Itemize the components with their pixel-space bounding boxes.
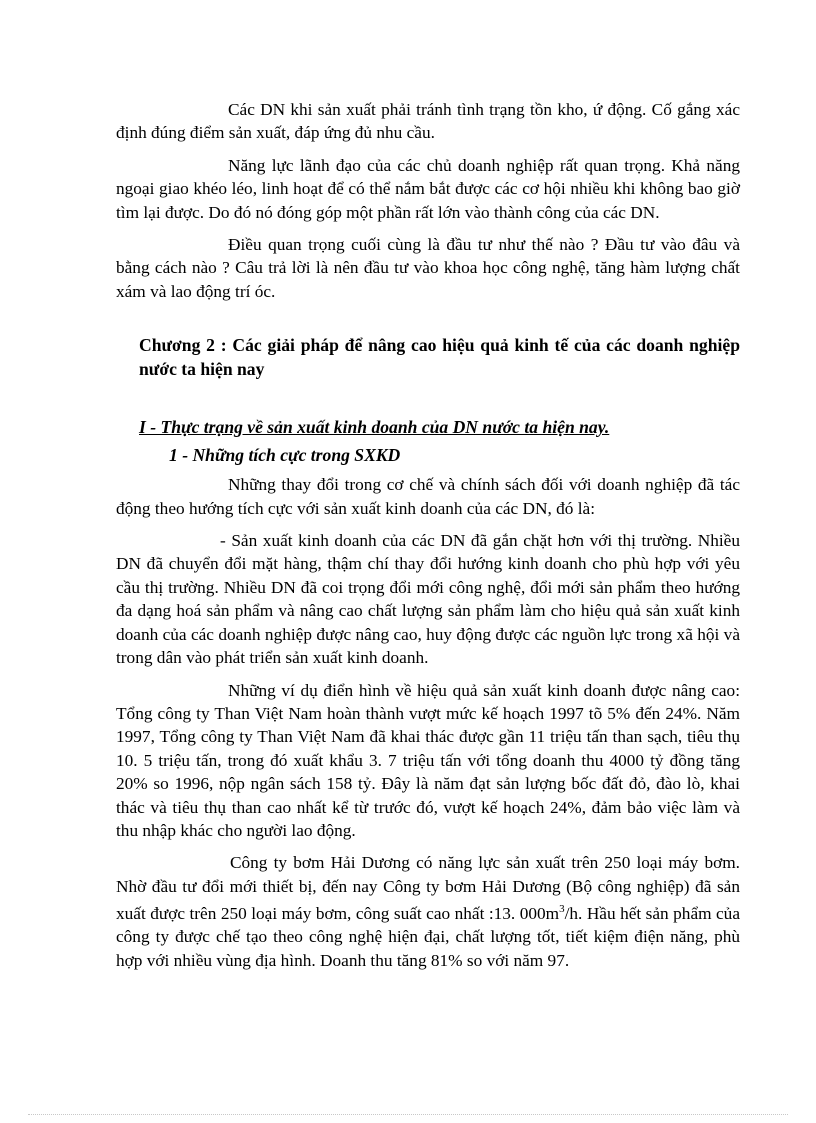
- paragraph-investment: Điều quan trọng cuối cùng là đầu tư như thế nào ? Đầu tư vào đâu và bằng cách nào ? Câu trả lời là nên đầu tư vào khoa học công nghệ, tăng hàm lượng chất xám và lao động trí óc.: [116, 235, 740, 301]
- paragraph-leadership: Năng lực lãnh đạo của các chủ doanh nghiệp rất quan trọng. Khả năng ngoại giao khéo léo, linh hoạt để có thể nắm bắt được các cơ hội nhiều khi không bao giờ tìm lại được. Do đó nó đóng góp một phần rất lớn vào thành công của các DN.: [116, 155, 740, 222]
- pump-text-part-2: /h. Hầu hết sản phẩm của công ty được chế tạo theo công nghệ hiện đại, chất lượng tốt, tiết kiệm điện năng, phù hợp với nhiều vùng địa hình. Doanh thu tăng 81% so với năm 97.: [116, 903, 740, 970]
- paragraph-pump-example: [116, 851, 740, 972]
- page-bottom-divider: [28, 1114, 788, 1115]
- superscript-cubic: 3: [559, 903, 565, 916]
- section-title: I - Thực trạng về sản xuất kinh doanh của DN nước ta hiện nay.: [139, 417, 610, 438]
- paragraph-inventory: Các DN khi sản xuất phải tránh tình trạng tồn kho, ứ động. Cố gắng xác định đúng điểm sản xuất, đáp ứng đủ nhu cầu.: [116, 100, 740, 143]
- document-page: [116, 98, 740, 981]
- paragraph-market-linkage: - Sản xuất kinh doanh của các DN đã gắn chặt hơn với thị trường. Nhiều DN đã chuyển đổi mặt hàng, thậm chí thay đổi hướng kinh doanh cho phù hợp với yêu cầu thị trường. Nhiều DN đã coi trọng đổi mới công nghệ, đổi mới sản phẩm theo hướng đa dạng hoá sản phẩm và nâng cao chất lượng sản phẩm làm cho hiệu quả sản xuất kinh doanh của các doanh nghiệp được nâng cao, huy động được các nguồn lực trong xã hội và trong dân vào phát triển sản xuất kinh doanh.: [116, 531, 740, 668]
- chapter-title: Chương 2 : Các giải pháp để nâng cao hiệu quả kinh tế của các doanh nghiệp nước ta hiện nay: [139, 335, 740, 380]
- paragraph-coal-example: Những ví dụ điển hình về hiệu quả sản xuất kinh doanh được nâng cao: Tổng công ty Than Việt Nam hoàn thành vượt mức kế hoạch 1997 tõ 5% đến 24%. Năm 1997, Tổng công ty Than Việt Nam đã khai thác được gần 11 triệu tấn than sạch, tiêu thụ 10. 5 triệu tấn, trong đó xuất khẩu 3. 7 triệu tấn với tổng doanh thu 4000 tỷ đồng tăng 20% so 1996, nộp ngân sách 158 tỷ. Đây là năm đạt sản lượng bốc đất đỏ, đào lò, khai thác và tiêu thụ than cao nhất kể từ trước đó, vượt kế hoạch 24%, đảm bảo việc làm và thu nhập khác cho người lao động.: [116, 680, 740, 840]
- subsection-title: 1 - Những tích cực trong SXKD: [169, 445, 401, 466]
- pump-text-part-1: Công ty bơm Hải Dương có năng lực sản xuất trên 250 loại máy bơm. Nhờ đầu tư đổi mới thiết bị, đến nay Công ty bơm Hải Dương (Bộ công nghiệp) đã sản xuất được trên 250 loại máy bơm, công suất cao nhất :13. 000m: [116, 853, 740, 923]
- paragraph-policy-changes: Những thay đổi trong cơ chế và chính sách đối với doanh nghiệp đã tác động theo hướng tích cực với sản xuất kinh doanh của các DN, đó là:: [116, 475, 740, 518]
